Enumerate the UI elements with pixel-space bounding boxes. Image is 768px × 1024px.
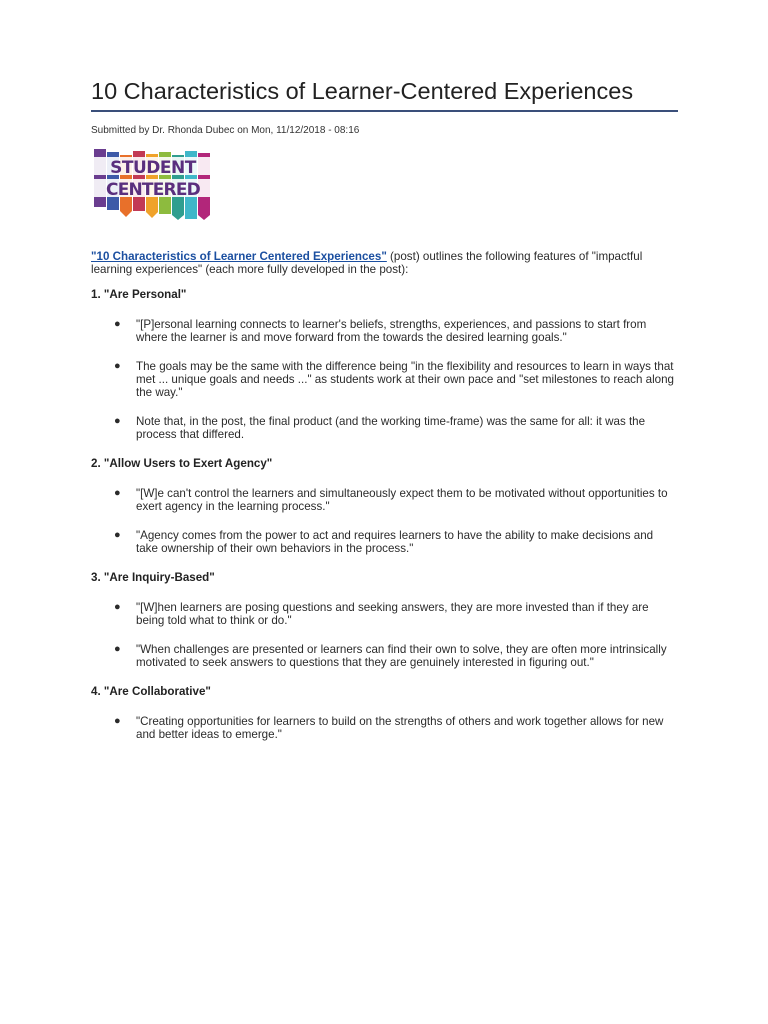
list-item: ● "Creating opportunities for learners to build on the strengths of others and work together allows for new and better ideas to emerge." [114,714,664,741]
list-item: ● "[W]hen learners are posing questions and seeking answers, they are more invested than if they are being told what to think or do." [114,600,649,627]
list-item: ● "[P]ersonal learning connects to learner's beliefs, strengths, experiences, and passions to start from where the learner is and move forward from the towards the desired learning goals." [114,317,647,344]
section-heading-inquiry: 3. "Are Inquiry-Based" [91,570,215,584]
list-item: ● The goals may be the same with the difference being "in the flexibility and resources to learn in ways that met ... unique goals and needs ..." as students work at their own pace and "set milestones to reach along the way." [114,359,674,399]
section-heading-agency: 2. "Allow Users to Exert Agency" [91,456,273,470]
post-link[interactable]: "10 Characteristics of Learner Centered Experiences" [91,250,387,263]
bullet-icon: ● [114,317,121,330]
list-item: ● "[W]e can't control the learners and simultaneously expect them to be motivated without opportunities to exert agency in the learning process." [114,486,668,513]
section-list-collaborative [91,715,678,741]
intro-paragraph [91,250,678,276]
svg-text:CENTERED: CENTERED [106,180,200,200]
bullet-icon: ● [114,600,121,613]
bullet-icon: ● [114,486,121,499]
section-heading-personal: 1. "Are Personal" [91,287,187,301]
section-list-agency [91,487,678,555]
bullet-icon: ● [114,714,121,727]
bullet-icon: ● [114,359,121,372]
section-list-personal [91,318,678,441]
intro-text: (post) outlines the following features of "impactful learning experiences" (each more fully developed in the post): [91,250,643,276]
student-centered-logo [91,149,219,221]
bullet-icon: ● [114,414,121,427]
bullet-icon: ● [114,528,121,541]
submitted-by-line: Submitted by Dr. Rhonda Dubec on Mon, 11/12/2018 - 08:16 [91,125,360,136]
title-divider [91,110,678,112]
list-item: ● Note that, in the post, the final product (and the working time-frame) was the same for all: it was the process that differed. [114,414,646,441]
list-item: ● "When challenges are presented or learners can find their own to solve, they are often more intrinsically motivated to seek answers to questions that they are genuinely interested in figuring out." [114,642,667,669]
svg-text:STUDENT: STUDENT [110,158,196,178]
section-list-inquiry [91,601,678,669]
page-title: 10 Characteristics of Learner-Centered Experiences [91,78,634,104]
article [91,0,678,741]
section-heading-collaborative: 4. "Are Collaborative" [91,684,211,698]
list-item: ● "Agency comes from the power to act and requires learners to have the ability to make decisions and take ownership of their own behaviors in the process." [114,528,654,555]
bullet-icon: ● [114,642,121,655]
